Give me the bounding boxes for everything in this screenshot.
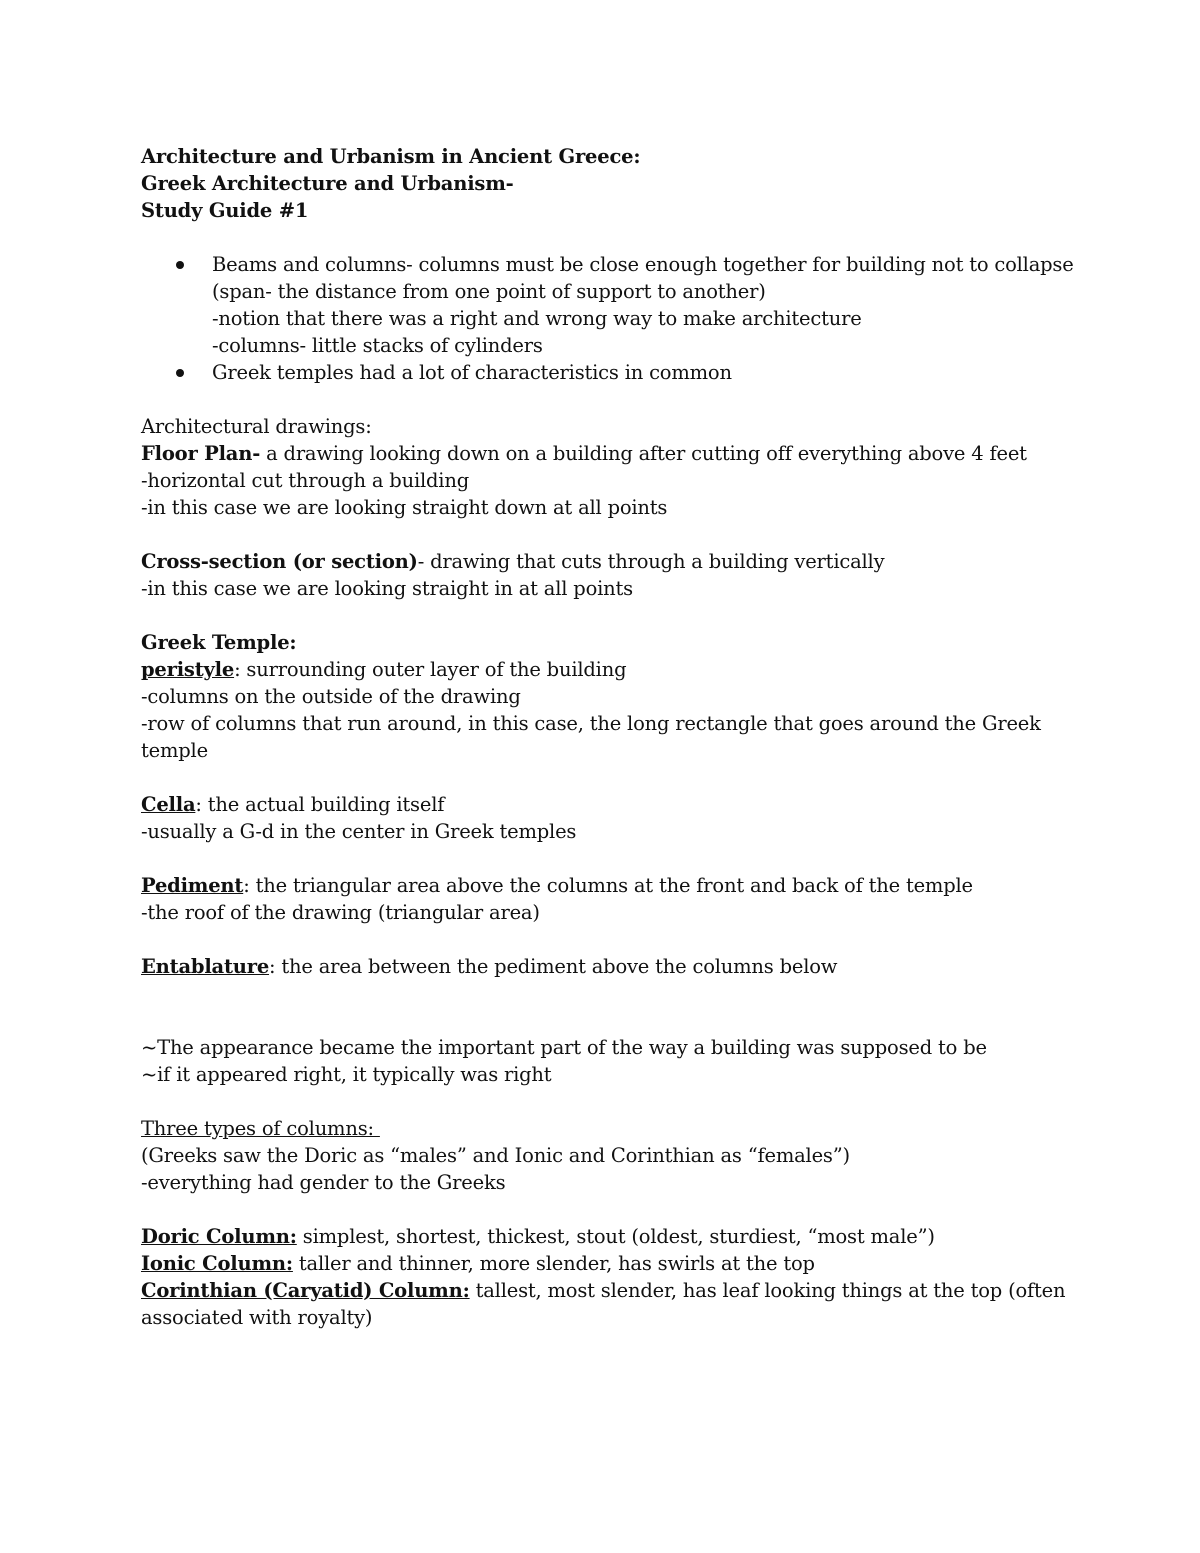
appearance-note: ~if it appeared right, it typically was right [141,1063,552,1086]
pediment-definition [141,872,1071,899]
bullet-text: -notion that there was a right and wrong way to make architecture [212,307,862,330]
section-definition [141,548,1071,575]
corinthian-term: Corinthian (Caryatid) Column: [141,1279,470,1302]
section-text: - drawing that cuts through a building vertically [417,550,885,573]
spacer [141,224,1071,251]
document-title: Architecture and Urbanism in Ancient Greece: [141,145,641,168]
bullet-text: Greek temples had a lot of characteristics in common [212,361,732,384]
spacer [141,1007,1071,1034]
peristyle-note: -row of columns that run around, in this case, the long rectangle that goes around the Greek temple [141,712,1041,762]
study-guide-label: Study Guide #1 [141,199,309,222]
bullet-text: (span- the distance from one point of support to another) [212,280,766,303]
temple-heading: Greek Temple: [141,631,297,654]
section-note: -in this case we are looking straight in at all points [141,577,633,600]
entablature-term: Entablature [141,955,270,978]
floor-plan-note: -in this case we are looking straight down at all points [141,496,668,519]
bullet-icon [176,261,184,269]
spacer [141,386,1071,413]
appearance-note: ~The appearance became the important part of the way a building was supposed to be [141,1036,987,1059]
entablature-definition [141,953,1071,980]
cella-text: : the actual building itself [195,793,445,816]
floor-plan-text: a drawing looking down on a building after cutting off everything above 4 feet [260,442,1027,465]
cella-note: -usually a G-d in the center in Greek temples [141,820,577,843]
floor-plan-note: -horizontal cut through a building [141,469,469,492]
document-subtitle: Greek Architecture and Urbanism- [141,172,514,195]
peristyle-definition [141,656,1071,683]
corinthian-text: tallest, most slender, has leaf looking things at the top (often associated with royalty) [141,1279,1066,1329]
spacer [141,845,1071,872]
cella-term: Cella [141,793,196,816]
peristyle-text: : surrounding outer layer of the building [234,658,627,681]
doric-definition [141,1223,1071,1250]
section-term: Cross-section (or section) [141,550,418,573]
columns-note: (Greeks saw the Doric as “males” and Ionic and Corinthian as “females”) [141,1144,850,1167]
columns-heading: Three types of columns: [141,1117,380,1140]
pediment-text: : the triangular area above the columns at the front and back of the temple [243,874,973,897]
corinthian-definition [141,1277,1071,1331]
ionic-text: taller and thinner, more slender, has swirls at the top [292,1252,815,1275]
floor-plan-definition [141,440,1071,467]
pediment-term: Pediment [141,874,244,897]
bullet-text: Beams and columns- columns must be close enough together for building not to collapse [212,253,1074,276]
peristyle-term: peristyle [141,658,235,681]
spacer [141,980,1071,1007]
bullet-icon [176,369,184,377]
entablature-text: : the area between the pediment above the columns below [269,955,838,978]
spacer [141,764,1071,791]
cella-definition [141,791,1071,818]
bullet-item-temples [141,359,1071,386]
floor-plan-term: Floor Plan- [141,442,261,465]
pediment-note: -the roof of the drawing (triangular area) [141,901,540,924]
spacer [141,926,1071,953]
bullet-item-beams [141,251,1074,359]
ionic-definition [141,1250,1071,1277]
drawings-heading: Architectural drawings: [141,415,372,438]
spacer [141,1196,1071,1223]
spacer [141,521,1071,548]
peristyle-note: -columns on the outside of the drawing [141,685,521,708]
spacer [141,1088,1071,1115]
bullet-text: -columns- little stacks of cylinders [212,334,543,357]
doric-term: Doric Column: [141,1225,297,1248]
doric-text: simplest, shortest, thickest, stout (oldest, sturdiest, “most male”) [296,1225,935,1248]
bullet-list [141,251,1074,386]
ionic-term: Ionic Column: [141,1252,293,1275]
document-page [141,143,1074,1331]
columns-note: -everything had gender to the Greeks [141,1171,506,1194]
spacer [141,602,1071,629]
